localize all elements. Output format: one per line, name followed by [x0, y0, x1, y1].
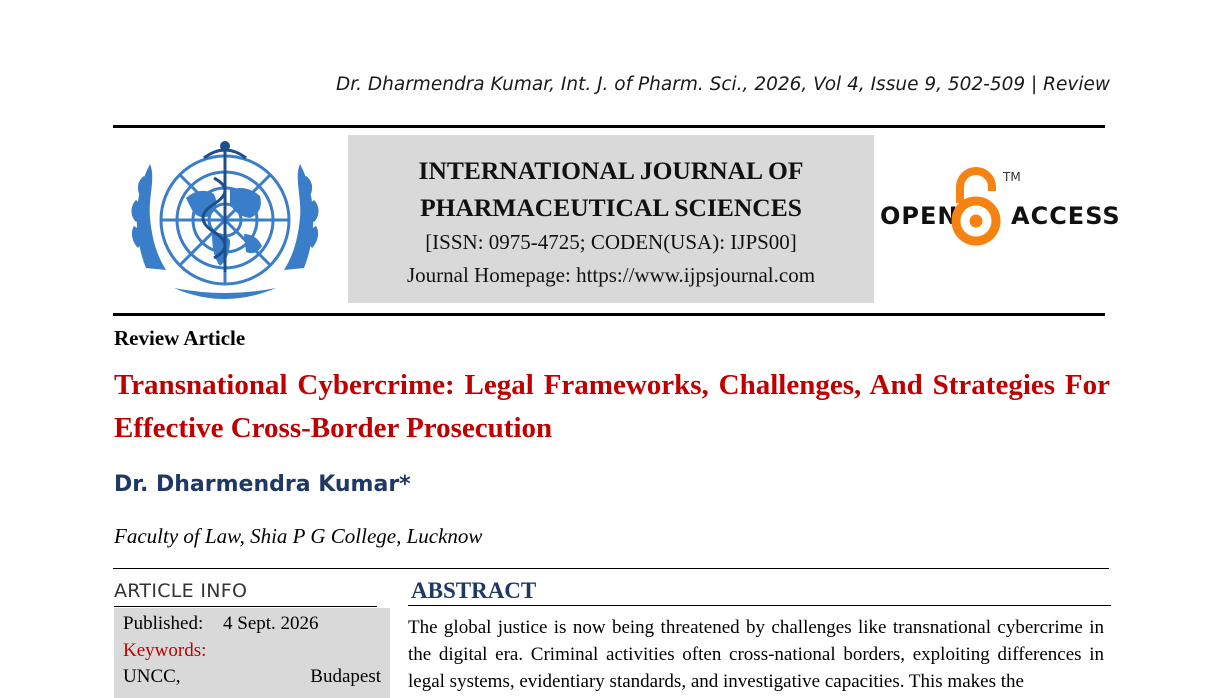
author-affiliation: Faculty of Law, Shia P G College, Lucknow — [114, 524, 483, 548]
article-info-panel — [114, 608, 390, 698]
abstract-text: The global justice is now being threatened by challenges like transnational cybercrime in the digital era. Criminal activities often cross-national borders, exploiting differences in legal systems, evidentiary standards, and investigative capacities. This makes the — [408, 617, 1104, 692]
section-divider — [113, 568, 1109, 569]
article-title: Transnational Cybercrime: Legal Frameworks, Challenges, And Strategies For Effective Cross-Border Prosecution — [114, 369, 1110, 444]
article-info-rule — [114, 606, 377, 607]
journal-title-line1: INTERNATIONAL JOURNAL OF — [418, 156, 804, 185]
header-top-rule — [113, 125, 1105, 128]
abstract-heading: ABSTRACT — [411, 578, 537, 603]
published-label: Published: — [123, 613, 204, 634]
open-access-logo — [880, 165, 1121, 255]
keyword-item: Budapest — [310, 666, 381, 687]
open-access-open-text: OPEN — [880, 202, 959, 230]
journal-homepage-link[interactable]: Journal Homepage: https://www.ijpsjournal.com — [406, 263, 816, 287]
keywords-row — [123, 664, 381, 691]
published-row — [123, 611, 381, 638]
open-access-trademark: TM — [1003, 170, 1021, 184]
open-padlock-icon — [956, 171, 996, 241]
published-date: 4 Sept. 2026 — [223, 613, 319, 634]
header-bottom-rule — [113, 313, 1105, 316]
article-info-heading: ARTICLE INFO — [114, 580, 248, 602]
author-name: Dr. Dharmendra Kumar* — [114, 472, 411, 497]
un-emblem-logo — [126, 138, 324, 306]
keyword-item: UNCC, — [123, 666, 181, 687]
journal-header-box — [348, 135, 874, 303]
abstract-rule — [408, 605, 1111, 606]
running-header-citation: Dr. Dharmendra Kumar, Int. J. of Pharm. Sci., 2026, Vol 4, Issue 9, 502-509 | Review — [335, 74, 1110, 95]
journal-title-line2: PHARMACEUTICAL SCIENCES — [420, 193, 802, 222]
article-type-label: Review Article — [114, 326, 246, 350]
journal-issn: [ISSN: 0975-4725; CODEN(USA): IJPS00] — [425, 230, 797, 254]
open-access-access-text: ACCESS — [1011, 202, 1121, 230]
keywords-label: Keywords: — [123, 639, 207, 661]
